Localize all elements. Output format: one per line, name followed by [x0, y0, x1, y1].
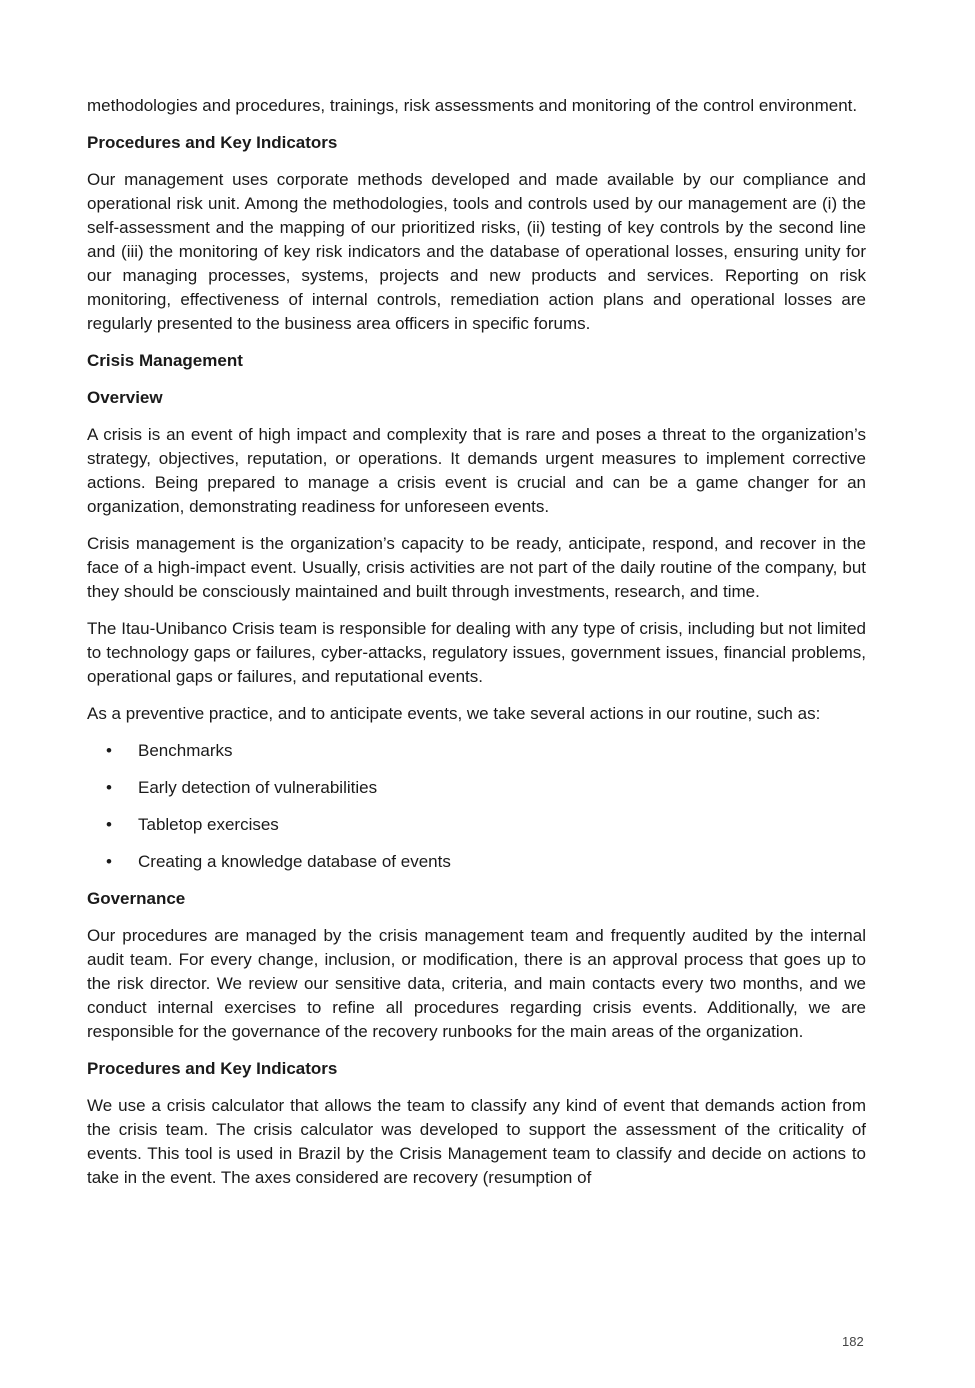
paragraph-crisis-capacity: Crisis management is the organization’s capacity to be ready, anticipate, respond, and recover in the face of a high-impact event. Usually, crisis activities are not part of the daily routine of the company, but they should be consciously maintained and built through investments, research, and time.: [87, 534, 866, 601]
list-item: [87, 776, 866, 800]
bullet-icon: •: [106, 778, 112, 797]
list-item-text: Early detection of vulnerabilities: [138, 778, 378, 797]
bullet-icon: •: [106, 815, 112, 834]
heading-procedures-key-indicators-2: Procedures and Key Indicators: [87, 1059, 338, 1078]
list-item: [87, 739, 866, 763]
heading-crisis-management: Crisis Management: [87, 351, 243, 370]
list-item-text: Tabletop exercises: [138, 815, 279, 834]
paragraph-governance: Our procedures are managed by the crisis management team and frequently audited by the internal audit team. For every change, inclusion, or modification, there is an approval process that goes up to the risk director. We review our sensitive data, criteria, and main contacts every two months, and we conduct internal exercises to refine all procedures regarding crisis events. Additionally, we are responsible for the governance of the recovery runbooks for the main areas of the organization.: [87, 926, 866, 1041]
heading-governance: Governance: [87, 889, 186, 908]
list-item: [87, 813, 866, 837]
bullet-icon: •: [106, 741, 112, 760]
list-item-text: Creating a knowledge database of events: [138, 852, 451, 871]
paragraph-crisis-calculator: We use a crisis calculator that allows the team to classify any kind of event that demands action from the crisis team. The crisis calculator was developed to support the assessment of the criticality of events. This tool is used in Brazil by the Crisis Management team to classify and decide on actions to take in the event. The axes considered are recovery (resumption of: [87, 1096, 866, 1187]
bullet-icon: •: [106, 852, 112, 871]
heading-procedures-key-indicators: Procedures and Key Indicators: [87, 133, 338, 152]
bullet-list: [87, 739, 866, 874]
heading-overview: Overview: [87, 388, 163, 407]
paragraph-intro-continued: methodologies and procedures, trainings, risk assessments and monitoring of the control environment.: [87, 96, 858, 115]
page-number: 182: [842, 1334, 864, 1349]
paragraph-management-methods: Our management uses corporate methods developed and made available by our compliance and operational risk unit. Among the methodologies, tools and controls used by our management are (i) the self-assessment and the mapping of our prioritized risks, (ii) testing of key controls by the second line and (iii) the monitoring of key risk indicators and the database of operational losses, ensuring unity for our managing processes, systems, projects and new products and services. Reporting on risk monitoring, effectiveness of internal controls, remediation action plans and operational losses are regularly presented to the business area officers in specific forums.: [87, 170, 866, 333]
paragraph-crisis-team: The Itau-Unibanco Crisis team is responsible for dealing with any type of crisis, including but not limited to technology gaps or failures, cyber-attacks, regulatory issues, government issues, financial problems, operational gaps or failures, and reputational events.: [87, 619, 866, 686]
paragraph-crisis-definition: A crisis is an event of high impact and complexity that is rare and poses a threat to the organization’s strategy, objectives, reputation, or operations. It demands urgent measures to implement corrective actions. Being prepared to manage a crisis event is crucial and can be a game changer for an organization, demonstrating readiness for unforeseen events.: [87, 425, 866, 516]
list-item: [87, 850, 866, 874]
list-item-text: Benchmarks: [138, 741, 233, 760]
document-body: [87, 94, 866, 1203]
paragraph-preventive-practice: As a preventive practice, and to anticipate events, we take several actions in our routine, such as:: [87, 704, 821, 723]
